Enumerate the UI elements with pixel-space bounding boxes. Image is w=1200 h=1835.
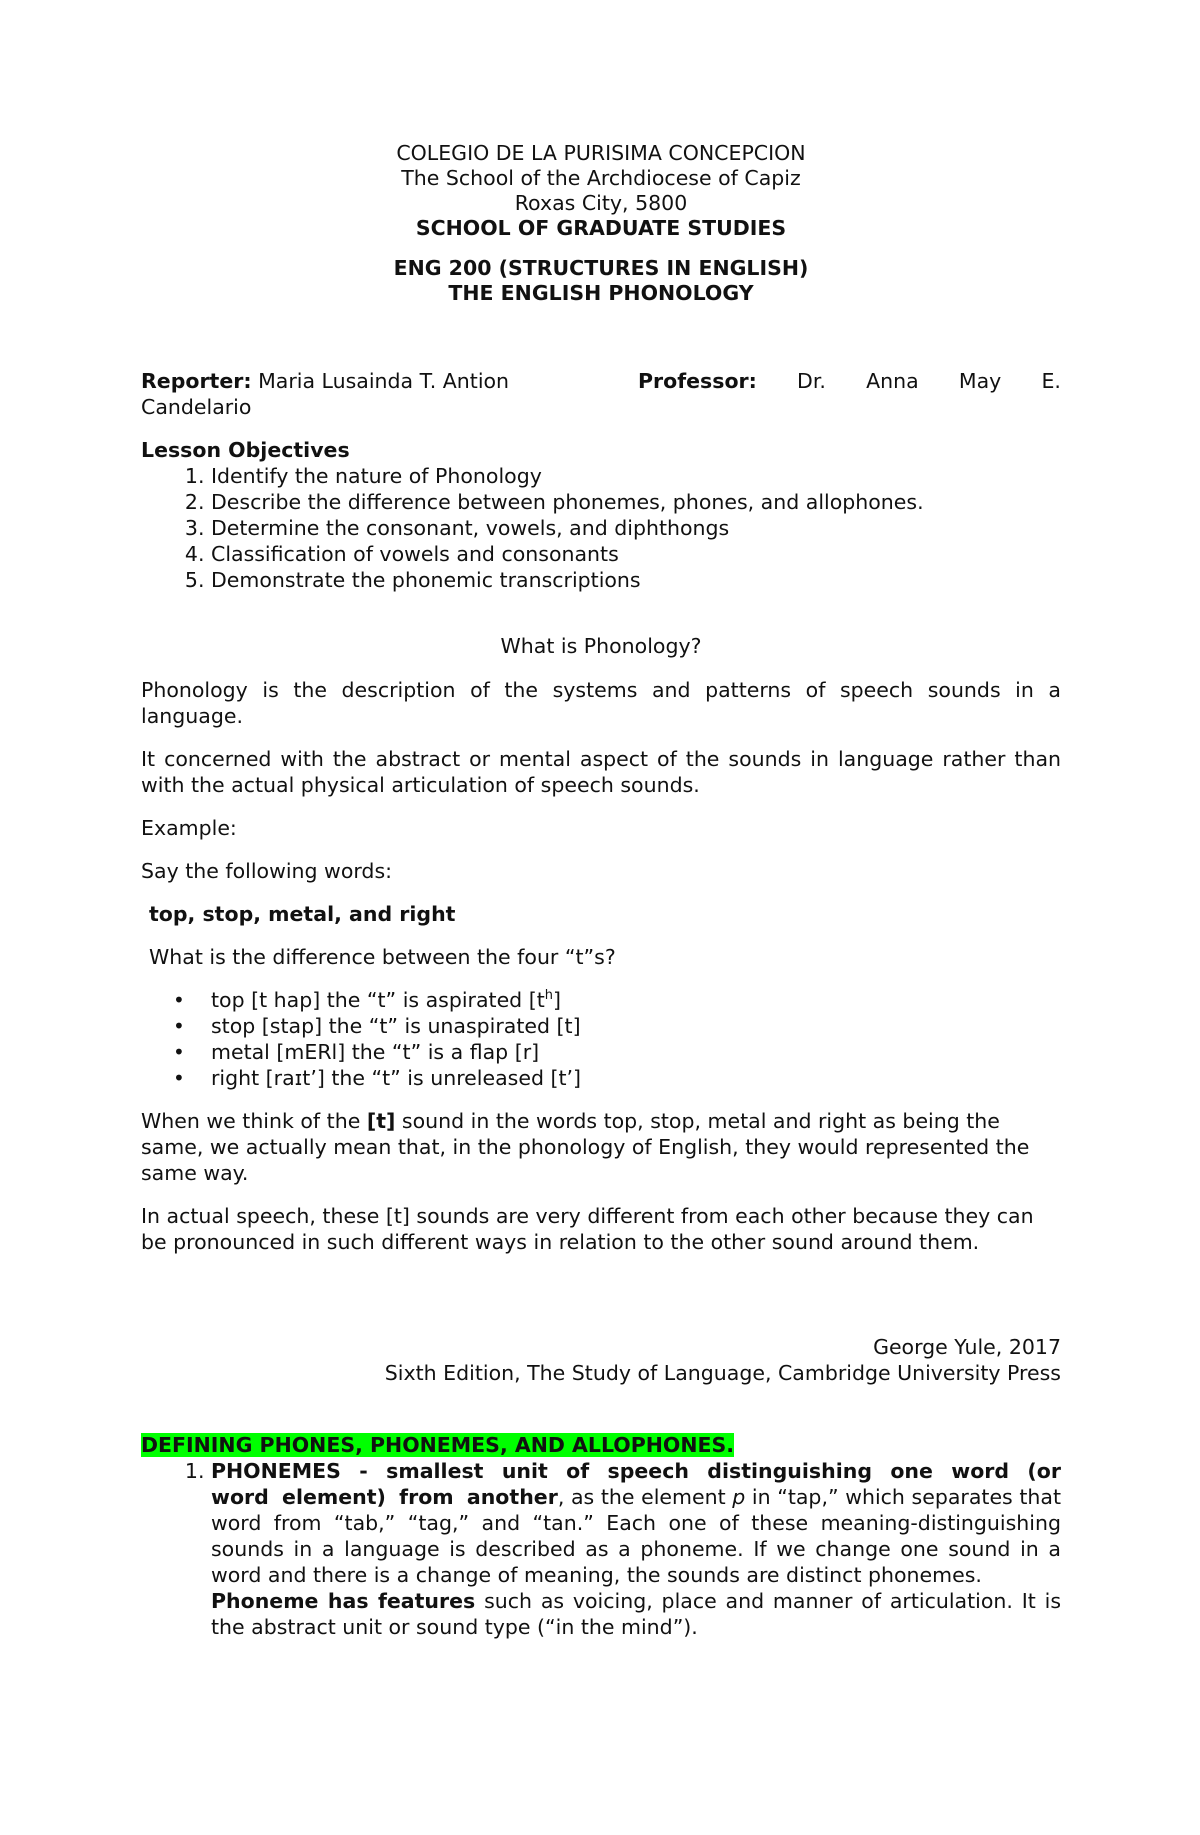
example-words: top, stop, metal, and right bbox=[149, 902, 456, 926]
citation-source: Sixth Edition, The Study of Language, Cambridge University Press bbox=[384, 1361, 1061, 1385]
professor-word-1: Dr. bbox=[797, 369, 826, 393]
t-sound-item: • top [t hap] the “t” is aspirated $[t^h]$ bbox=[211, 987, 1061, 1013]
objective-item: 4. Classification of vowels and consonants bbox=[211, 541, 1061, 567]
phonology-question: What is Phonology? bbox=[500, 634, 702, 658]
school-name: SCHOOL OF GRADUATE STUDIES bbox=[415, 216, 787, 240]
college-subtitle: The School of the Archdiocese of Capiz bbox=[401, 166, 801, 190]
objective-item: 5. Demonstrate the phonemic transcriptions bbox=[211, 567, 1061, 593]
professor-word-2: Anna bbox=[866, 369, 919, 393]
phonology-paragraph-2: It concerned with the abstract or mental aspect of the sounds in language rather than with the actual physical articulation of speech sounds. bbox=[141, 747, 1061, 797]
document-header bbox=[141, 141, 1061, 306]
example-label: Example: bbox=[141, 816, 237, 840]
college-name: COLEGIO DE LA PURISIMA CONCEPCION bbox=[396, 141, 806, 165]
objectives-section bbox=[141, 437, 1061, 593]
objectives-list bbox=[141, 463, 1061, 593]
definition-item: 1. PHONEMES - smallest unit of speech distinguishing one word (or word element) from another, as the element p in “tap,” which separates that word from “tab,” “tag,” and “tan.” Each one of these meaning-distinguishing sounds in a language is described as a phoneme. If we change one sound in a word and there is a change of meaning, the sounds are distinct phonemes. Phoneme has features such as voicing, place and manner of articulation. It is the abstract unit or sound type (“in the mind”). bbox=[211, 1458, 1061, 1640]
reporter-label: Reporter: bbox=[141, 369, 252, 393]
citation-author: George Yule, 2017 bbox=[873, 1335, 1061, 1359]
defining-heading: DEFINING PHONES, PHONEMES, AND ALLOPHONES. bbox=[141, 1433, 735, 1457]
phonology-paragraph-3: When we think of the [t] sound in the words top, stop, metal and right as being the same, we actually mean that, in the phonology of English, they would represented the same way. bbox=[141, 1109, 1030, 1185]
reporter-name: Maria Lusainda T. Antion bbox=[258, 369, 510, 393]
phonology-section bbox=[141, 633, 1061, 1255]
difference-question: What is the difference between the four “t”s? bbox=[149, 945, 616, 969]
professor-word-4: E. bbox=[1041, 369, 1061, 393]
t-sound-list bbox=[141, 987, 1061, 1091]
citation-block bbox=[141, 1334, 1061, 1386]
say-words-label: Say the following words: bbox=[141, 859, 393, 883]
phonology-paragraph-4: In actual speech, these [t] sounds are very different from each other because they can be pronounced in such different ways in relation to the other sound around them. bbox=[141, 1204, 1034, 1254]
objective-item: 2. Describe the difference between phonemes, phones, and allophones. bbox=[211, 489, 1061, 515]
objective-item: 1. Identify the nature of Phonology bbox=[211, 463, 1061, 489]
professor-surname: Candelario bbox=[141, 395, 252, 419]
professor-word-3: May bbox=[958, 369, 1002, 393]
defining-section bbox=[141, 1432, 1061, 1640]
t-sound-item: • right [raɪt’] the “t” is unreleased [t’] bbox=[211, 1065, 1061, 1091]
objectives-heading: Lesson Objectives bbox=[141, 438, 350, 462]
topic-title: THE ENGLISH PHONOLOGY bbox=[448, 281, 754, 305]
professor-label: Professor: bbox=[638, 369, 757, 393]
course-title: ENG 200 (STRUCTURES IN ENGLISH) bbox=[393, 256, 809, 280]
objective-item: 3. Determine the consonant, vowels, and diphthongs bbox=[211, 515, 1061, 541]
t-sound-item: • stop [stap] the “t” is unaspirated [t] bbox=[211, 1013, 1061, 1039]
t-sound-item: • metal [mERl] the “t” is a flap [r] bbox=[211, 1039, 1061, 1065]
definitions-list bbox=[141, 1458, 1061, 1640]
college-address: Roxas City, 5800 bbox=[514, 191, 688, 215]
reporter-block bbox=[141, 368, 1061, 420]
phonology-paragraph-1: Phonology is the description of the systems and patterns of speech sounds in a language. bbox=[141, 678, 1061, 728]
